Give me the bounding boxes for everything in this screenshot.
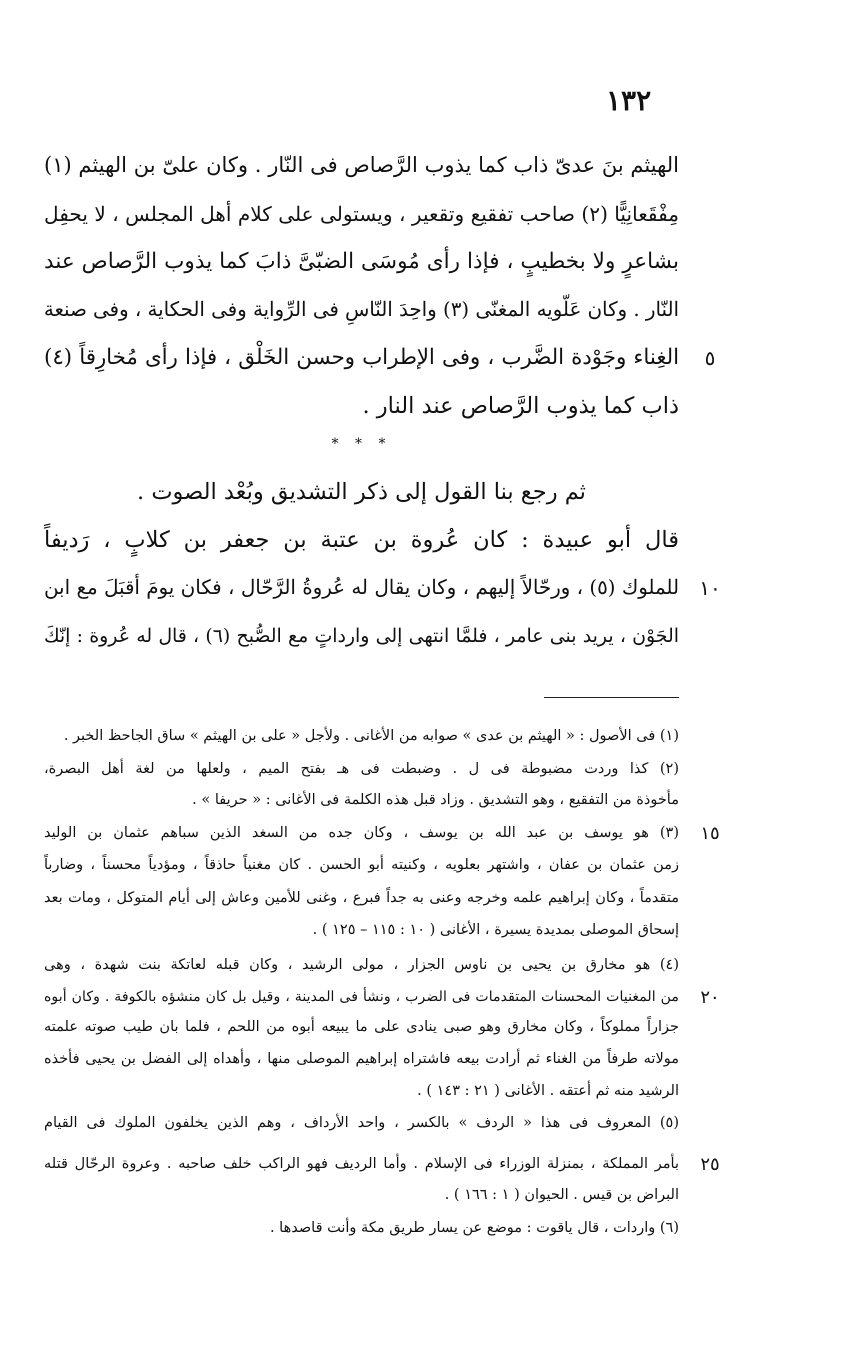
- margin-line-number: ٢٥: [700, 1154, 720, 1175]
- footnote-line: بأمر المملكة ، بمنزلة الوزراء فى الإسلام . وأما الرديف فهو الراكب خلف صاحبه . وعروة الرحّال قتله: [44, 1156, 679, 1172]
- body-line: للملوك (٥) ، ورحّالاً إليهم ، وكان يقال له عُروةُ الرَّحّال ، فكان يومَ أقبَلَ مع ابن: [44, 576, 679, 599]
- footnote-separator: [544, 697, 679, 698]
- footnote-line: مولاته طرفاً من الغناء ثم أرادت بيعه فاشتراه إبراهيم الموصلى منها ، وأهداه إلى الفضل بن يحيى فأخذه: [44, 1051, 679, 1067]
- footnote-line: (٣) هو يوسف بن عبد الله بن يوسف ، وكان جده من السغد الذين سباهم عثمان بن الوليد: [44, 825, 679, 841]
- body-line: مِفْقَعانِيًّا (٢) صاحب تفقيع وتقعير ، ويستولى على كلام أهل المجلس ، لا يحفِل: [44, 202, 679, 226]
- margin-line-number: ١٠: [699, 576, 721, 600]
- body-line: الهيثم بنَ عدىّ ذاب كما يذوب الرَّصاص فى النّار . وكان علىّ بن الهيثم (١): [44, 153, 679, 177]
- body-line: النّار . وكان عَلّويه المغنّى (٣) واحِدَ النّاسِ فى الرِّواية وفى الحكاية ، وفى صنعة: [43, 298, 679, 321]
- footnote-line: (٢) كذا وردت مضبوطة فى ل . وضبطت فى هـ بفتح الميم ، ولعلها من لغة أهل البصرة،: [44, 761, 679, 777]
- footnote-line: الرشيد منه ثم أعتقه . الأغانى ( ٢١ : ١٤٣ ) .: [417, 1083, 679, 1099]
- footnote-line: (١) فى الأصول : « الهيثم بن عدى » صوابه من الأغانى . ولأجل « على بن الهيثم » ساق الجاحظ الخبر .: [63, 728, 679, 744]
- footnote-line: (٥) المعروف فى هذا « الردف » بالكسر ، واحد الأرداف ، وهم الذين يخلفون الملوك فى القيام: [44, 1115, 679, 1131]
- footnote-line: متقدماً ، وكان إبراهيم علمه وخرجه وعنى به جداً فبرع ، وغنى للأمين وعاش إلى أيام المتوكل ، ومات بعد: [44, 890, 679, 906]
- footnote-line: (٦) واردات ، قال ياقوت : موضع عن يسار طريق مكة وأنت قاصدها .: [269, 1220, 679, 1236]
- section-divider: * * *: [331, 436, 392, 452]
- footnote-line: زمن عثمان بن عفان ، واشتهر بعلويه ، وكنيته أبو الحسن . كان مغنياً حاذقاً ، ومؤدياً محسناً ، وضارباً: [44, 857, 679, 873]
- footnote-line: جزاراً مملوكاً ، وكان مخارق وهو صبى ينادى على ما يبيعه أبوه من اللحم ، فلما بان طيب صوته علمته: [44, 1019, 679, 1035]
- body-line: ذاب كما يذوب الرَّصاص عند النار .: [362, 393, 679, 419]
- footnote-line: (٤) هو مخارق بن يحيى بن ناوس الجزار ، مولى الرشيد ، وكان قبله لعاتكة بنت شهدة ، وهى: [44, 957, 679, 973]
- margin-line-number: ١٥: [700, 823, 720, 844]
- footnote-line: مأخوذة من التفقيع ، وهو التشديق . وزاد قبل هذه الكلمة فى الأغانى : « حريفا » .: [192, 792, 679, 808]
- footnote-line: من المغنيات المحسنات المتقدمات فى الضرب ، ونشأ فى المدينة ، وقيل بل كان منشؤه بالكوفة . وكان أبوه: [44, 989, 679, 1005]
- body-line: بشاعرٍ ولا بخطيبٍ ، فإذا رأى مُوسَى الضبّىَّ ذابَ كما يذوب الرَّصاص عند: [44, 249, 679, 274]
- body-line: الجَوْن ، يريد بنى عامر ، فلمَّا انتهى إلى وارداتٍ مع الصُّبح (٦) ، قال له عُروة : إنّكَ: [44, 625, 679, 647]
- margin-line-number: ٥: [704, 346, 716, 370]
- body-line: قال أبو عبيدة : كان عُروة بن عتبة بن جعفر بن كلابٍ ، رَديفاً: [44, 527, 679, 553]
- margin-line-number: ٢٠: [700, 987, 720, 1008]
- body-line: الغِناء وجَوْدة الضَّرب ، وفى الإطراب وحسن الخَلْق ، فإذا رأى مُخارِقاً (٤): [44, 345, 679, 370]
- footnote-line: إسحاق الموصلى بمديدة يسيرة ، الأغانى ( ١٠ : ١١٥ – ١٢٥ ) .: [312, 922, 679, 938]
- page-number: ١٣٢: [606, 84, 652, 117]
- footnote-line: البراض بن قيس . الحيوان ( ١ : ١٦٦ ) .: [444, 1187, 679, 1203]
- body-line: ثم رجع بنا القول إلى ذكر التشديق وبُعْد الصوت .: [137, 479, 586, 505]
